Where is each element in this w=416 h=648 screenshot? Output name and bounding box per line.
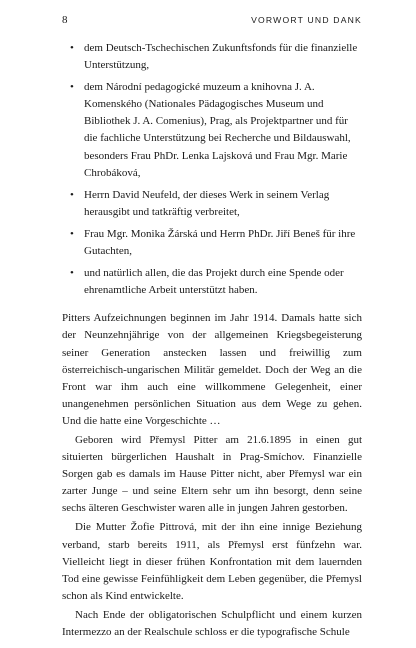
list-item: [70, 79, 362, 182]
body-paragraph: Die Mutter Žofie Pittrová, mit der ihn eine innige Beziehung verband, starb bereits 1911, als Přemysl erst fünfzehn war. Vielleicht liegt in dieser frühen Konfrontation mit dem lauernden Tod eine gewisse Feinfühligkeit dem Leben gegenüber, die Přemysl schon als Kind entwickelte.: [62, 521, 362, 602]
running-head: VORWORT UND DANK: [251, 15, 362, 25]
page-header: [62, 14, 362, 28]
bullet-icon: •: [70, 267, 74, 280]
list-item-text: Herrn David Neufeld, der dieses Werk in seinem Verlag herausgibt und tatkräftig verbreitet,: [84, 188, 330, 218]
body-paragraph: Nach Ende der obligatorischen Schulpflicht und einem kurzen Intermezzo an der Realschule schloss er die typografische Schule: [62, 608, 362, 638]
list-item-text: dem Deutsch-Tschechischen Zukunftsfonds für die finanzielle Unterstützung,: [84, 42, 358, 72]
acknowledgements-list: [62, 40, 362, 299]
page-body: [62, 40, 362, 641]
list-item: [70, 187, 362, 221]
bullet-icon: •: [70, 227, 74, 240]
bullet-icon: •: [70, 81, 74, 94]
bullet-icon: •: [70, 42, 74, 54]
list-item: [70, 40, 362, 74]
page-number: 8: [62, 14, 68, 26]
list-item-text: Frau Mgr. Monika Žárská und Herrn PhDr. Jiří Beneš für ihre Gutachten,: [84, 227, 356, 258]
list-item: [70, 265, 362, 299]
bullet-icon: •: [70, 188, 74, 201]
body-paragraph: Geboren wird Přemysl Pitter am 21.6.1895 in einen gut situierten bürgerlichen Haushalt in Prag-Smíchov. Finanzielle Sorgen gab es damals im Hause Pitter nicht, aber Přemysl war ein zarter Junge – und seine Eltern sehr um ihn besorgt, denn seine sechs älteren Geschwister waren alle in jungen Jahren gestorben.: [62, 433, 362, 515]
list-item-text: dem Národní pedagogické muzeum a knihovna J. A. Komenského (Nationales Pädagogisches Museum und Bibliothek J. A. Comenius), Prag, als Projektpartner und für die fachliche Unterstützung bei Recherche und Bildauswahl, besonders Frau PhDr. Lenka Lajsková und Frau Mgr. Marie Chrobáková,: [84, 81, 351, 179]
list-item: [70, 226, 362, 260]
list-item-text: und natürlich allen, die das Projekt durch eine Spende oder ehrenamtliche Arbeit unterstützt haben.: [84, 267, 344, 297]
body-paragraph: Pitters Aufzeichnungen beginnen im Jahr 1914. Damals hatte sich der Neunzehnjährige von der allgemeinen Kriegsbegeisterung seiner Generation anstecken lassen und freiwillig zum österreichisch-ungarischen Militär gemeldet. Doch der Weg an die Front war ihm auch eine willkommene Gelegenheit, einer unangenehmen persönlichen Situation aus dem Wege zu gehen. Und die hatte eine Vorgeschichte …: [62, 312, 362, 427]
